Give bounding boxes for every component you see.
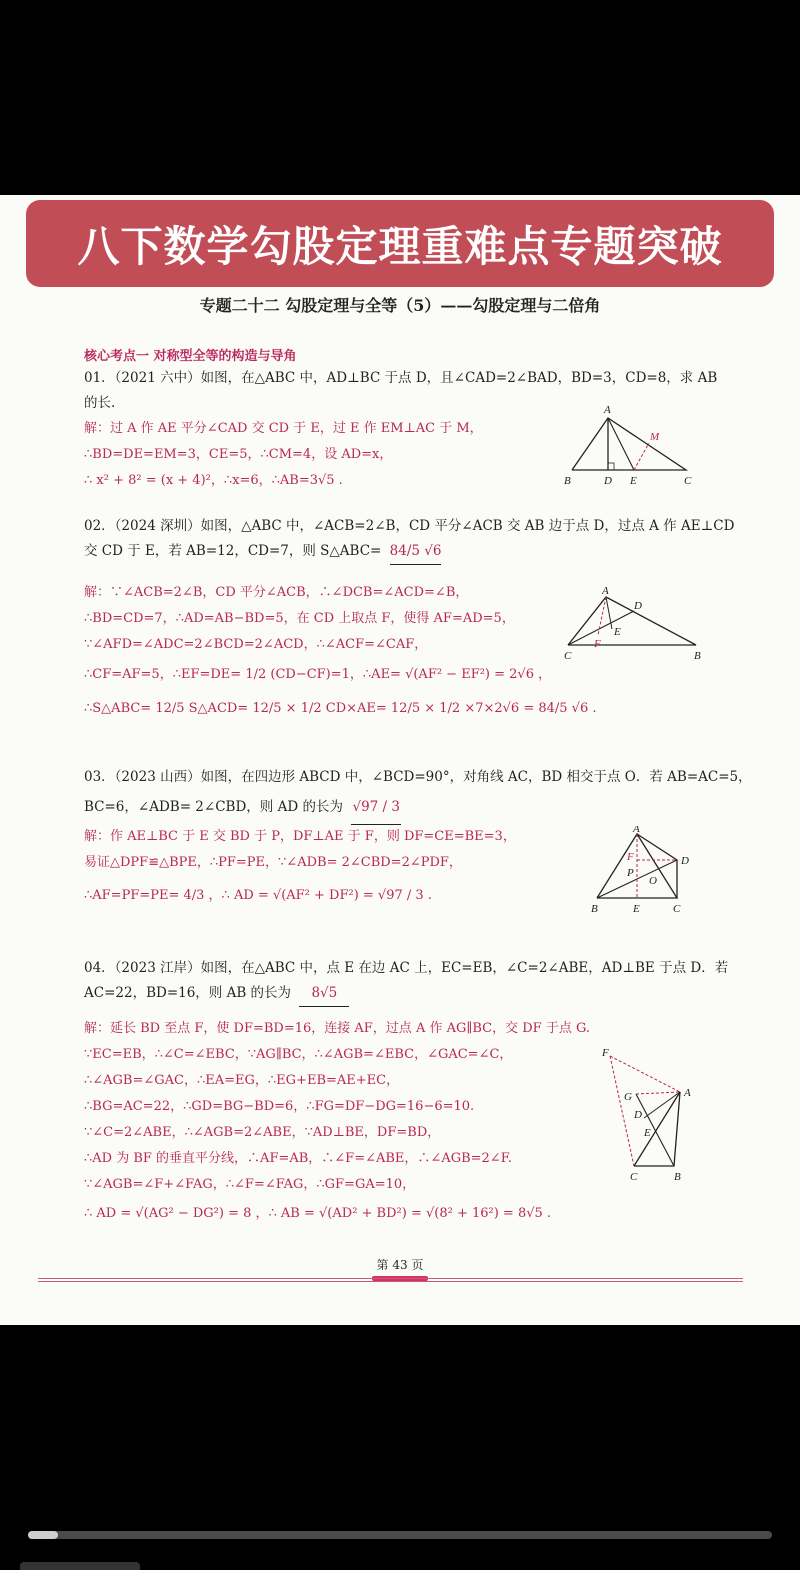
label-c: C — [564, 650, 572, 662]
q4-line: 04．（2023 江岸）如图，在△ABC 中，点 E 在边 AC 上，EC=EB，∠C=2∠ABE，AD⊥BE 于点 D．若 — [84, 960, 729, 976]
footer-rule — [38, 1278, 743, 1279]
q3-figure — [585, 826, 705, 916]
q4-answer: 8√5 — [299, 981, 349, 1007]
q2-solution-line: ∵∠AFD=∠ADC=2∠BCD=2∠ACD，∴∠ACF=∠CAF， — [84, 637, 428, 652]
label-b: B — [591, 903, 598, 915]
label-o: O — [649, 875, 657, 887]
label-a: A — [684, 1087, 691, 1099]
q2-solution-line: ∴S△ABC= 12/5 S△ACD= 12/5 × 1/2 CD×AE= 12/5 × 1/2 ×7×2√6 = 84/5 √6 . — [84, 701, 597, 716]
q1-figure — [560, 400, 700, 490]
q4-solution-line: ∵∠C=2∠ABE，∴∠AGB=2∠ABE，∵AD⊥BE，DF=BD， — [84, 1125, 441, 1140]
label-f: F — [594, 638, 601, 650]
page-number: 第 43 页 — [376, 1258, 424, 1272]
q2-solution-line: ∴CF=AF=5，∴EF=DE= 1/2 (CD−CF)=1，∴AE= √(AF² − EF²) = 2√6 ， — [84, 667, 552, 682]
q4-solution-line: ∴∠AGB=∠GAC，∴EA=EG，∴EG+EB=AE+EC， — [84, 1073, 400, 1088]
q2-figure — [560, 585, 710, 665]
q4-solution-line: ∴AD 为 BF 的垂直平分线，∴AF=AB，∴∠F=∠ABE，∴∠AGB=2∠F. — [84, 1151, 512, 1166]
label-f: F — [627, 851, 634, 863]
home-indicator — [20, 1562, 140, 1570]
q2-solution-line: 解：∵∠ACB=2∠B，CD 平分∠ACB，∴∠DCB=∠ACD=∠B， — [84, 585, 469, 600]
q4-solution-line: ∵∠AGB=∠F+∠FAG，∴∠F=∠FAG，∴GF=GA=10， — [84, 1177, 416, 1192]
q2-answer: 84/5 √6 — [390, 539, 442, 565]
segment-fa — [610, 1056, 680, 1092]
label-e: E — [630, 475, 637, 487]
banner-title: 八下数学勾股定理重难点专题突破 — [26, 200, 774, 287]
section-heading: 核心考点一 对称型全等的构造与导角 — [84, 349, 297, 364]
q1-line: 的长. — [84, 395, 116, 411]
perp-ad — [644, 1092, 680, 1118]
extension-df — [610, 1056, 634, 1166]
q4-solution-line: 解：延长 BD 至点 F，使 DF=BD=16，连接 AF，过点 A 作 AG∥BC，交 DF 于点 G. — [84, 1021, 591, 1036]
footer-rule — [38, 1281, 743, 1282]
q2-line — [84, 539, 760, 564]
label-a: A — [633, 826, 640, 835]
q4-solution-line: ∴ AD = √(AG² − DG²) = 8 ，∴ AB = √(AD² + BD²) = √(8² + 16²) = 8√5 . — [84, 1206, 552, 1221]
label-b: B — [694, 650, 701, 662]
perp-em — [634, 443, 649, 470]
page-title: 专题二十二 勾股定理与全等（5）——勾股定理与二倍角 — [199, 296, 601, 315]
right-angle-mark — [608, 463, 614, 470]
q3-solution-line: ∴AF=PF=PE= 4/3 ，∴ AD = √(AF² + DF²) = √97 / 3 . — [84, 888, 432, 903]
q3-line — [84, 790, 760, 824]
q3-solution-line: 易证△DPF≌△BPE，∴PF=PE，∵∠ADB= 2∠CBD=2∠PDF， — [84, 855, 462, 870]
q4-line-text: AC=22，BD=16，则 AB 的长为 — [84, 985, 292, 1001]
q4-line — [84, 981, 760, 1006]
label-c: C — [684, 475, 692, 487]
q4-figure — [598, 1048, 698, 1183]
q3-answer: √97 / 3 — [351, 790, 401, 825]
q2-line: 02．（2024 深圳）如图，△ABC 中，∠ACB=2∠B，CD 平分∠ACB 交 AB 边于点 D，过点 A 作 AE⊥CD — [84, 518, 735, 534]
label-b: B — [674, 1171, 681, 1183]
label-c: C — [630, 1171, 638, 1183]
bisector-ae — [608, 418, 634, 470]
q1-solution-line: 解：过 A 作 AE 平分∠CAD 交 CD 于 E，过 E 作 EM⊥AC 于 M， — [84, 421, 483, 436]
scrollbar-thumb[interactable] — [28, 1531, 58, 1539]
segment-ga — [636, 1092, 680, 1094]
label-c: C — [673, 903, 681, 915]
label-d: D — [604, 475, 612, 487]
label-d: D — [634, 600, 642, 612]
q4-solution-line: ∴BG=AC=22，∴GD=BG−BD=6，∴FG=DF−DG=16−6=10. — [84, 1099, 475, 1114]
segment-be — [636, 1094, 674, 1166]
label-b: B — [564, 475, 571, 487]
label-p: P — [627, 867, 634, 879]
q3-solution-line: 解：作 AE⊥BC 于 E 交 BD 于 P，DF⊥AE 于 F，则 DF=CE=BE=3， — [84, 829, 516, 844]
q2-line-text: 交 CD 于 E，若 AB=12，CD=7，则 S△ABC= — [84, 543, 382, 559]
triangle-abc — [568, 597, 696, 645]
q4-solution-line: ∵EC=EB，∴∠C=∠EBC，∵AG∥BC，∴∠AGB=∠EBC，∠GAC=∠C， — [84, 1047, 513, 1062]
q2-solution-line: ∴BD=CD=7，∴AD=AB−BD=5，在 CD 上取点 F，使得 AF=AD=5， — [84, 611, 515, 626]
q3-line-text: BC=6，∠ADB= 2∠CBD，则 AD 的长为 — [84, 799, 343, 815]
q1-solution-line: ∴ x² + 8² = (x + 4)²，∴x=6，∴AB=3√5 . — [84, 473, 343, 488]
label-e: E — [633, 903, 640, 915]
q1-line: 01．（2021 六中）如图，在△ABC 中，AD⊥BC 于点 D，且∠CAD=2∠BAD，BD=3，CD=8，求 AB — [84, 370, 718, 386]
bisector-cd — [568, 611, 634, 645]
label-e: E — [614, 626, 621, 638]
label-e: E — [644, 1127, 651, 1139]
label-a: A — [602, 585, 609, 597]
triangle-abc — [572, 418, 686, 470]
label-d: D — [634, 1109, 642, 1121]
label-f: F — [602, 1048, 609, 1059]
label-m: M — [650, 431, 660, 443]
q3-line: 03．（2023 山西）如图，在四边形 ABCD 中，∠BCD=90°，对角线 AC，BD 相交于点 O．若 AB=AC=5， — [84, 769, 752, 785]
q1-solution-line: ∴BD=DE=EM=3，CE=5，∴CM=4，设 AD=x， — [84, 447, 393, 462]
label-a: A — [604, 404, 611, 416]
horizontal-scrollbar[interactable] — [28, 1531, 772, 1539]
label-g: G — [624, 1091, 632, 1103]
label-d: D — [681, 855, 689, 867]
